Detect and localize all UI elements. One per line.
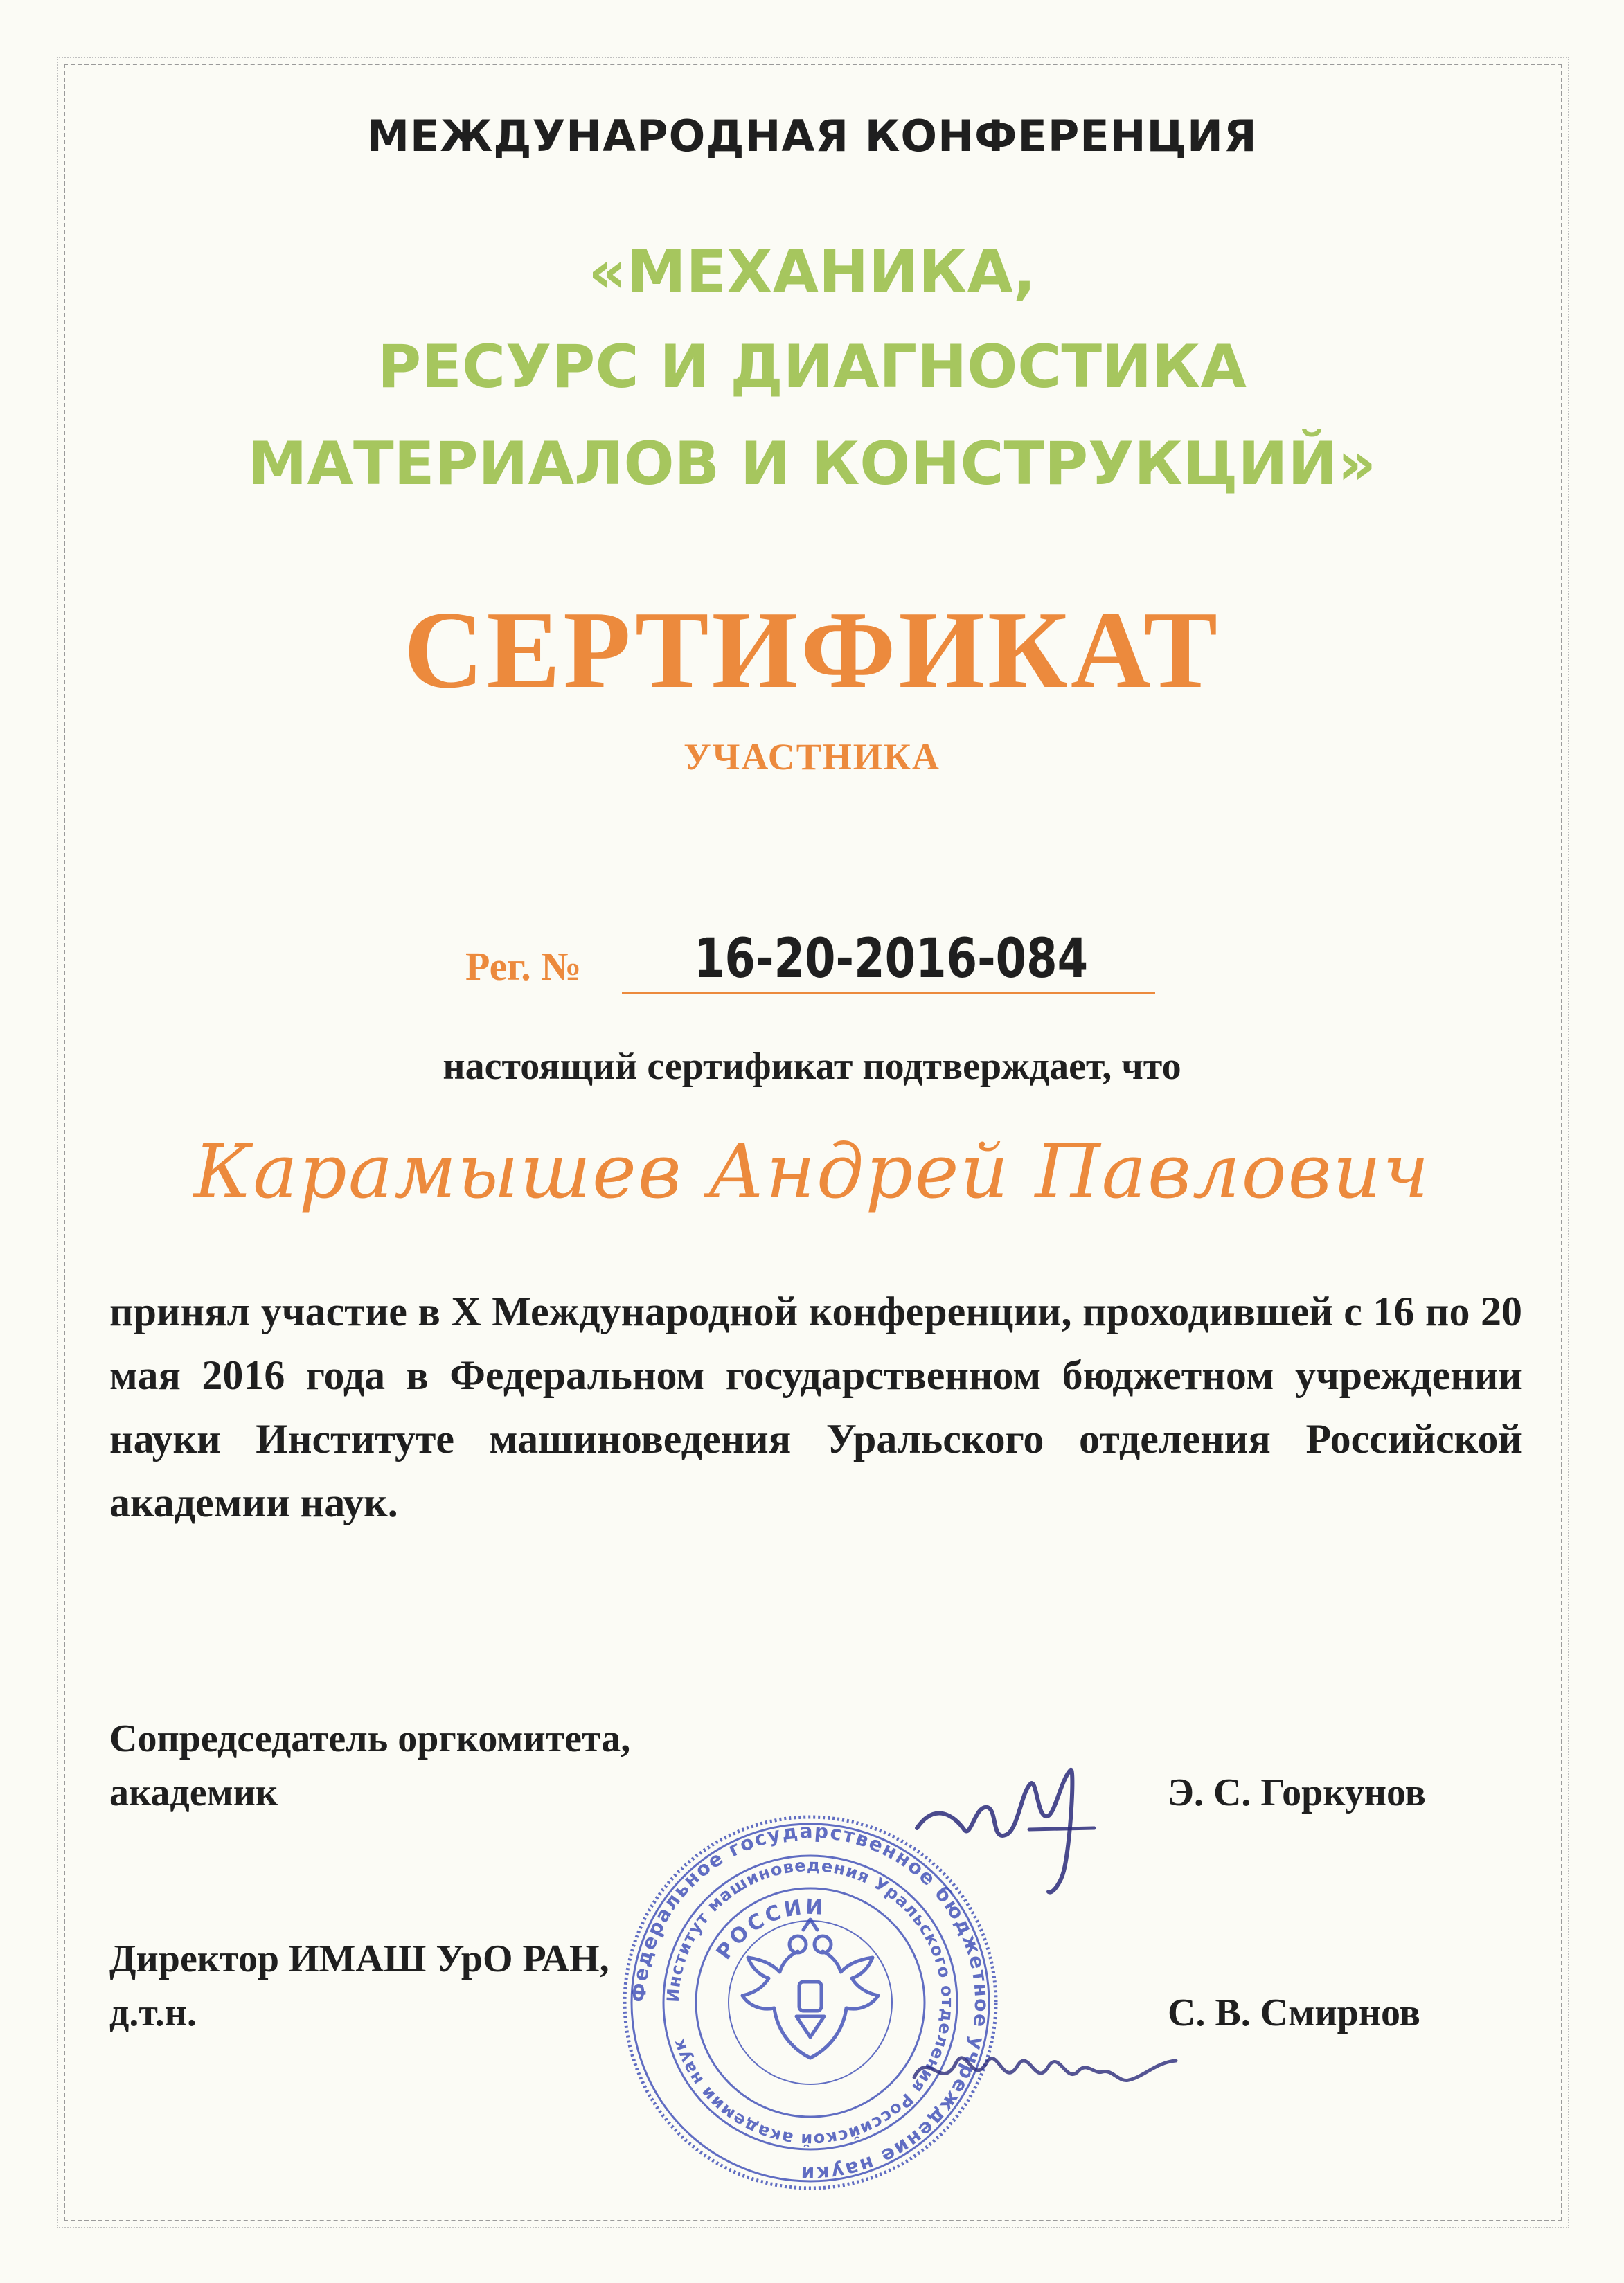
signature-2 (900, 2022, 1191, 2119)
stamp-center-top-text: РОССИИ (711, 1895, 827, 1964)
participation-statement: принял участие в X Международной конференции, проходившей с 16 по 20 мая 2016 года в Федеральном государственном бюджетном учреждении науки Институте машиноведения Уральского отделения Российской академии наук. (109, 1289, 1522, 1525)
signatory-1-position-line-2: академик (109, 1771, 278, 1814)
certificate-title: СЕРТИФИКАТ (403, 588, 1221, 711)
signatory-2-position-line-2: д.т.н. (109, 1991, 197, 2034)
conference-label: МЕЖДУНАРОДНАЯ КОНФЕРЕНЦИЯ (366, 111, 1258, 161)
signatory-1-position (109, 1712, 630, 1820)
conference-title-line-2: РЕСУРС И ДИАГНОСТИКА (377, 332, 1247, 402)
certificate-subtitle: УЧАСТНИКА (684, 736, 940, 778)
signatory-1-position-line-1: Сопредседатель оргкомитета, (109, 1717, 631, 1760)
conference-title-line-3: МАТЕРИАЛОВ И КОНСТРУКЦИЙ» (247, 429, 1377, 499)
signatory-2-position-line-1: Директор ИМАШ УрО РАН, (109, 1937, 609, 1980)
signatory-1-name: Э. С. Горкунов (1168, 1771, 1426, 1814)
stamp-inner-text: Институт машиноведения Уральского отделения Российской академии наук (663, 1855, 958, 2150)
stamp-outer-text: Федеральное государственное бюджетное учреждение науки (627, 1819, 994, 2186)
signature-1 (900, 1724, 1108, 1904)
confirmation-text: настоящий сертификат подтверждает, что (443, 1045, 1181, 1088)
registration-underline (622, 992, 1155, 994)
signatory-2-position (109, 1932, 609, 2040)
registration-label: Рег. № (465, 944, 582, 989)
signatory-2-name: С. В. Смирнов (1168, 1991, 1420, 2034)
conference-title-line-1: «МЕХАНИКА, (588, 238, 1036, 307)
coat-of-arms-icon (742, 1919, 878, 2058)
svg-text:РОССИИ (712, 1895, 826, 1964)
participant-name: Карамышев Андрей Павлович (193, 1129, 1431, 1215)
registration-number: 16-20-2016-084 (694, 928, 1089, 990)
